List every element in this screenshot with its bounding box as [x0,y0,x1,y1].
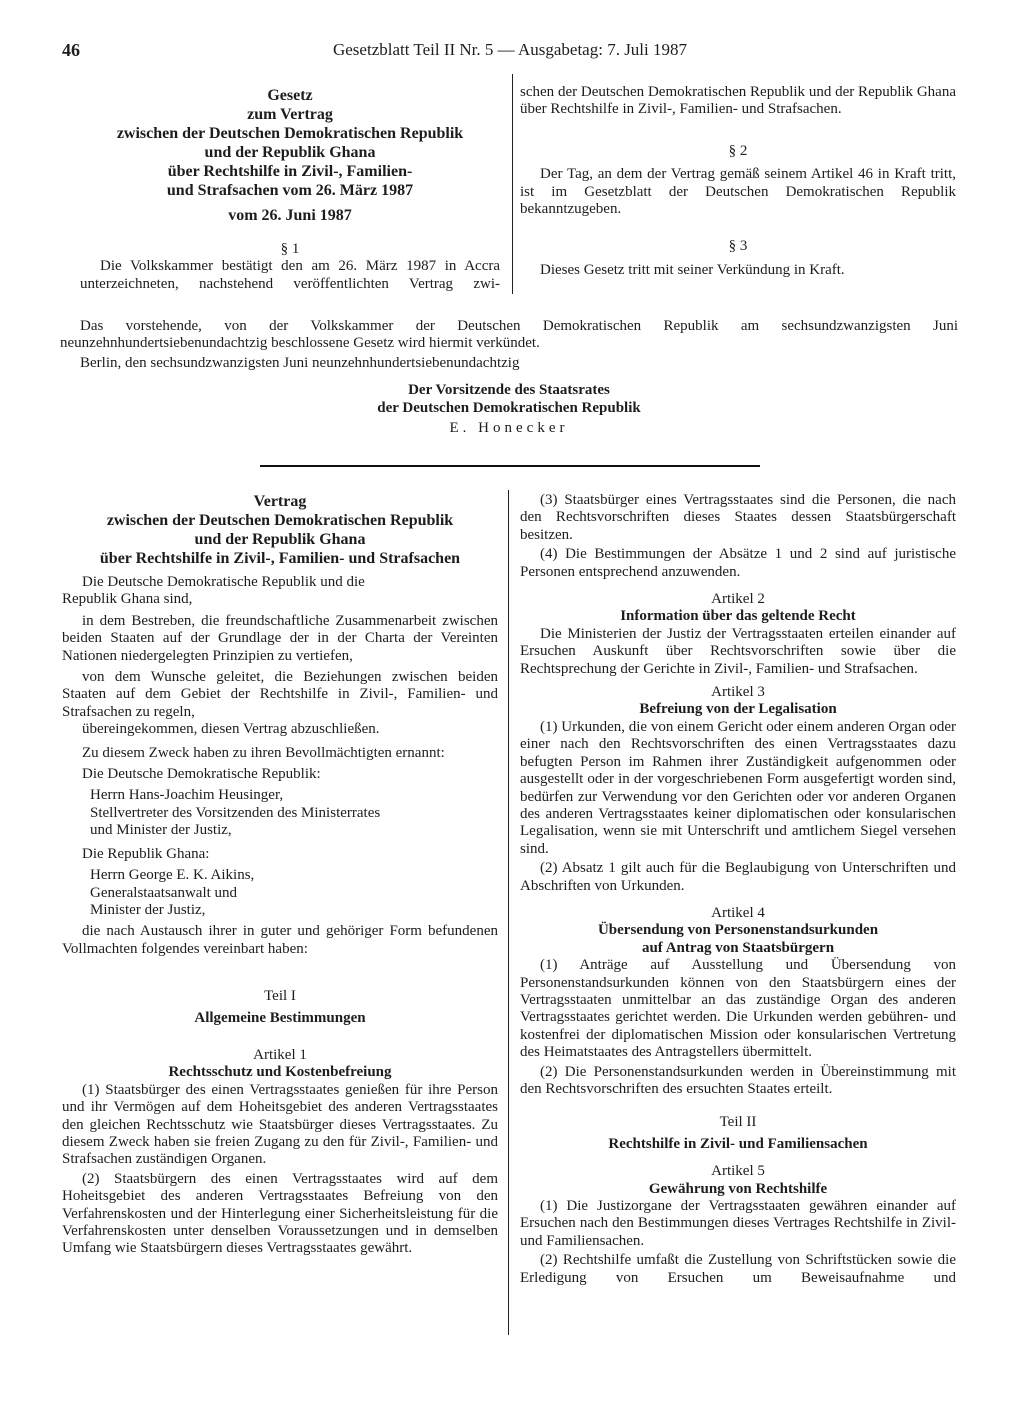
article-3-paragraph-1: (1) Urkunden, die von einem Gericht oder einem anderen Organ oder einer nach den Rechtsvorschriften des einen Vertragsstaates dazu befugten Person im Rahmen ihrer Zuständigkeit aufgenommen oder ausgestellt oder in der vorgeschriebenen Form ausgefertigt worden sind, bedürfen zur Verwendung vor den Gerichten oder vor anderen Organen des anderen Vertragsstaates keiner diplomatischen oder konsularischen Legalisation, wenn sie mit Unterschrift und amtlichem Siegel versehen sind. [520,718,956,857]
article-4-paragraph-1: (1) Anträge auf Ausstellung und Übersendung von Personenstandsurkunden können von den Staatsbürgern eines der Vertragsstaaten unmittelbar an das zuständige Organ des anderen Vertragsstaates gerichtet werden. Die Urkunden werden gebühren- und kostenfrei der diplomatischen Mission oder konsularischen Vertretung des Heimatstaates des Antragstellers übermittelt. [520,957,956,1061]
article-1-title: Rechtsschutz und Kostenbefreiung [168,1064,392,1081]
signer-title: der Deutschen Demokratischen Republik [377,399,641,416]
signer-title: Der Vorsitzende des Staatsrates [408,382,610,399]
gesetz-right-column [520,84,956,279]
section-2-heading: § 2 [728,142,748,159]
vertrag-right-column [520,492,956,1287]
vertrag-closing: die nach Austausch ihrer in guter und gehöriger Form befundenen Vollmachten folgendes vereinbart haben: [62,923,498,957]
header-title: Gesetzblatt Teil II Nr. 5 — Ausgabetag: 7. Juli 1987 [332,40,688,59]
gesetz-title-line: zum Vertrag [247,106,333,123]
vertrag-title-line: und der Republik Ghana [194,531,366,548]
gesetz-title-line: Gesetz [267,87,313,104]
vertrag-title-line: Vertrag [253,493,307,510]
part-1-heading: Teil I [264,988,296,1005]
vertrag-title-line: über Rechtshilfe in Zivil-, Familien- und Strafsachen [99,550,461,567]
gesetz-title-line: zwischen der Deutschen Demokratischen Republik [116,125,464,142]
article-1-heading: Artikel 1 [253,1046,307,1063]
promulgation-block [60,318,958,437]
article-4-title: Übersendung von Personenstandsurkunden [597,922,879,939]
representative-1-role: Stellvertreter des Vorsitzenden des Ministerrates [90,804,381,821]
article-5-heading: Artikel 5 [711,1163,765,1180]
vertrag-zweck: Zu diesem Zweck haben zu ihren Bevollmächtigten ernannt: [82,744,445,761]
part-2-heading: Teil II [719,1114,757,1131]
article-2-title: Information über das geltende Recht [620,608,856,625]
party-2: Die Republik Ghana: [82,845,210,862]
gesetz-title-line: und der Republik Ghana [204,144,376,161]
vertrag-intro: Die Deutsche Demokratische Republik und die Republik Ghana sind, [62,574,365,608]
article-3-paragraph-2: (2) Absatz 1 gilt auch für die Beglaubigung von Unterschriften und Abschriften von Urkunden. [520,860,956,894]
gesetz-left-column [80,86,500,293]
promulgation-text: Das vorstehende, von der Volkskammer der Deutschen Demokratischen Republik am sechsundzwanzigsten Juni neunzehnhundertsiebenundachtzig beschlossene Gesetz wird hiermit verkündet. [60,318,958,352]
signer-name: E. Honecker [449,420,569,437]
article-2-text: Die Ministerien der Justiz der Vertragsstaaten erteilen einander auf Ersuchen Auskunft über Rechtsvorschriften sowie über die Rechtsprechung der Gerichte in Zivil-, Familien- und Strafsachen. [520,625,956,677]
article-1-paragraph-4: (4) Die Bestimmungen der Absätze 1 und 2 sind auf juristische Personen entsprechend anzuwenden. [520,546,956,580]
representative-2-role: Generalstaatsanwalt und [90,884,238,901]
article-1-paragraph-2: (2) Staatsbürgern des einen Vertragsstaates wird auf dem Hoheitsgebiet des anderen Vertragsstaates Befreiung von den Verfahrenskosten und der Hinterlegung einer Sicherheitsleistung für die Verfahrenskosten unter denselben Voraussetzungen und in demselben Umfang wie Staatsbürgern dieses Vertragsstaates gewährt. [62,1170,498,1257]
article-4-paragraph-2: (2) Die Personenstandsurkunden werden in Übereinstimmung mit den Rechtsvorschriften des ersuchten Staates erteilt. [520,1063,956,1097]
gesetz-title-line: und Strafsachen vom 26. März 1987 [166,182,414,199]
article-1-paragraph-3: (3) Staatsbürger eines Vertragsstaates sind die Personen, die nach den Rechtsvorschriften dieses Staates dessen Staatsbürgerschaft besitzen. [520,492,956,543]
article-5-title: Gewährung von Rechtshilfe [648,1180,828,1197]
vertrag-left-column [62,492,498,1258]
article-3-title: Befreiung von der Legalisation [639,701,837,718]
gesetz-date: vom 26. Juni 1987 [228,207,352,224]
article-3-heading: Artikel 3 [711,684,765,701]
place-date: Berlin, den sechsundzwanzigsten Juni neunzehnhundertsiebenundachtzig [80,354,520,371]
representative-1-role: und Minister der Justiz, [90,822,232,839]
page-number: 46 [62,40,80,60]
part-2-title: Rechtshilfe in Zivil- und Familiensachen [608,1135,868,1152]
vertrag-title-line: zwischen der Deutschen Demokratischen Republik [106,512,454,529]
section-2-text: Der Tag, an dem der Vertrag gemäß seinem Artikel 46 in Kraft tritt, ist im Gesetzblatt der Deutschen Demokratischen Republik bekanntzugeben. [520,166,956,218]
column-divider [512,74,513,294]
page-header [62,40,958,64]
section-divider [260,465,760,467]
vertrag-uebereingekommen: übereingekommen, diesen Vertrag abzuschließen. [82,721,380,738]
article-5-paragraph-2: (2) Rechtshilfe umfaßt die Zustellung von Schriftstücken sowie die Erledigung von Ersuchen um Beweisaufnahme und [520,1252,956,1286]
gesetz-title-line: über Rechtshilfe in Zivil-, Familien- [167,163,413,180]
part-1-title: Allgemeine Bestimmungen [194,1009,366,1026]
party-1: Die Deutsche Demokratische Republik: [82,766,321,783]
article-4-title: auf Antrag von Staatsbürgern [641,939,835,956]
section-3-text: Dieses Gesetz tritt mit seiner Verkündung in Kraft. [540,261,845,278]
representative-1-name: Herrn Hans-Joachim Heusinger, [90,787,284,804]
section-1-heading: § 1 [280,241,300,257]
vertrag-bestreben: in dem Bestreben, die freundschaftliche Zusammenarbeit zwischen beiden Staaten auf der Grundlage der in der Charta der Vereinten Nationen niedergelegten Prinzipien zu vertiefen, [62,612,498,664]
article-1-paragraph-1: (1) Staatsbürger des einen Vertragsstaates genießen für ihre Person und ihr Vermögen auf dem Hoheitsgebiet des anderen Vertragsstaates den gleichen Rechtsschutz wie Staatsbürger dieses Vertragsstaates. Zu diesem Zweck haben sie freien Zugang zu den für Zivil-, Familien- und Strafsachen zuständigen Organen. [62,1081,498,1168]
vertrag-wunsch: von dem Wunsche geleitet, die Beziehungen zwischen beiden Staaten auf dem Gebiet der Rechtshilfe in Zivil-, Familien- und Strafsachen zu regeln, [62,669,498,720]
article-5-paragraph-1: (1) Die Justizorgane der Vertragsstaaten gewähren einander auf Ersuchen nach den Bestimmungen dieses Vertrages Rechtshilfe in Zivil- und Familiensachen. [520,1198,956,1249]
section-1-continuation: schen der Deutschen Demokratischen Republik und der Republik Ghana über Rechtshilfe in Zivil-, Familien- und Strafsachen. [520,84,956,118]
article-2-heading: Artikel 2 [711,591,765,608]
column-divider [508,490,509,1335]
section-1-text: Die Volkskammer bestätigt den am 26. März 1987 in Accra unterzeichneten, nachstehend veröffentlichten Vertrag zwi- [80,258,500,292]
representative-2-name: Herrn George E. K. Aikins, [90,867,255,884]
article-4-heading: Artikel 4 [711,904,765,921]
section-3-heading: § 3 [728,238,748,255]
representative-2-role: Minister der Justiz, [90,901,206,918]
